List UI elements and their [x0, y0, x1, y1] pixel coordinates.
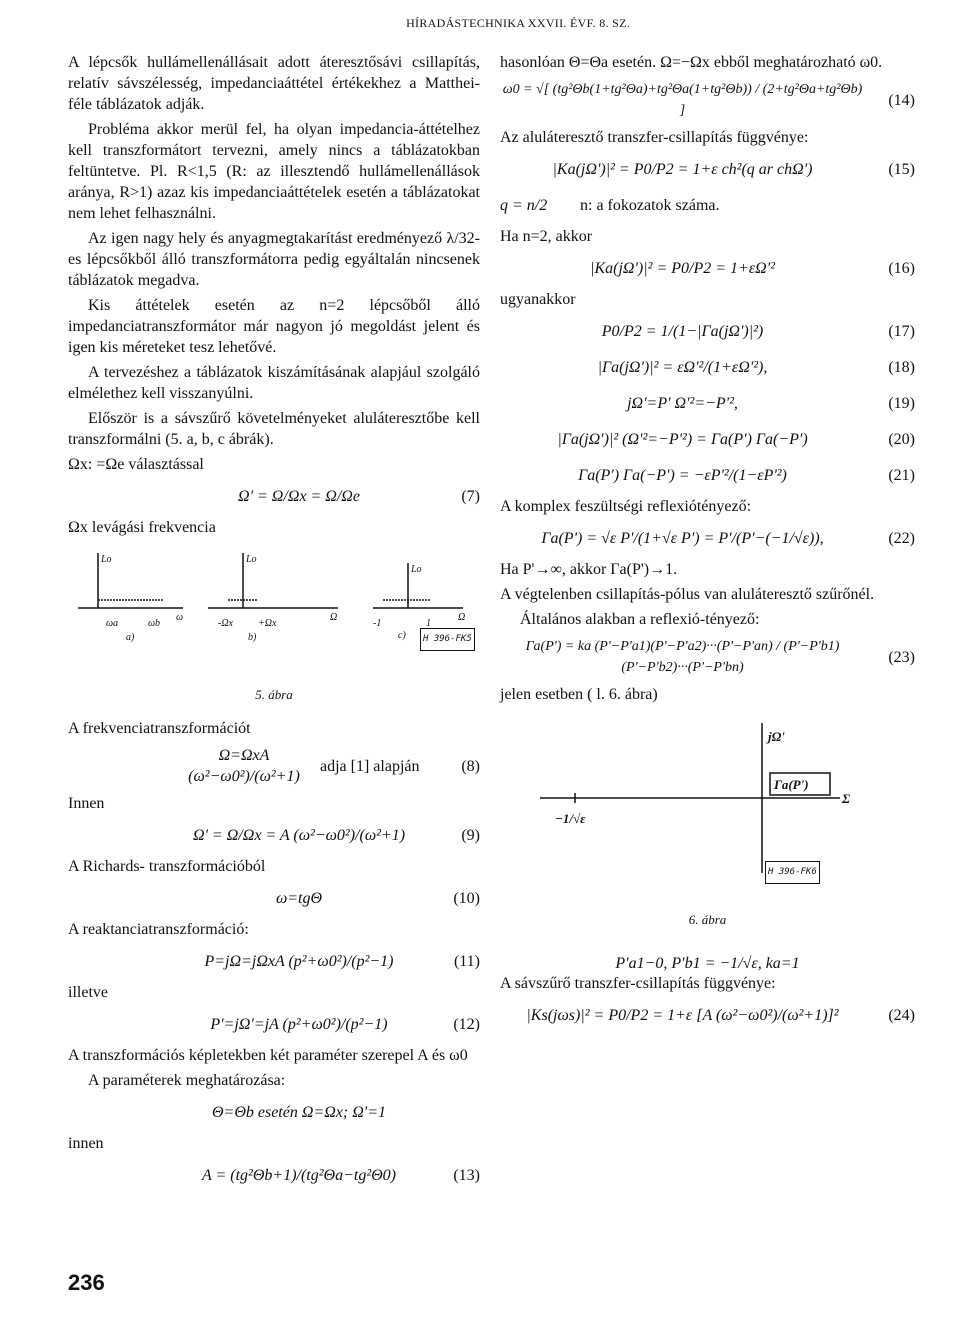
equation-body: P=jΩ=jΩxA (p²+ω0²)/(p²−1) — [204, 952, 394, 970]
equation-number: (13) — [453, 1166, 480, 1184]
paragraph: A frekvenciatranszformációt — [68, 720, 251, 737]
equation-number: (23) — [888, 648, 915, 666]
equation-23 — [500, 636, 915, 678]
equation-18 — [500, 352, 915, 382]
figure-5-drawing — [68, 548, 480, 668]
equation-body: P'=jΩ'=jA (p²+ω0²)/(p²−1) — [210, 1015, 388, 1033]
paragraph: A végtelenben csillapítás-pólus van aluláteresztő szűrőnél. — [500, 586, 875, 603]
equation-number: (8) — [461, 757, 480, 775]
paragraph: jelen esetben ( l. 6. ábra) — [500, 686, 658, 703]
equation-10 — [68, 883, 480, 913]
equation-24 — [500, 1000, 915, 1030]
fig5-label: b) — [248, 632, 257, 643]
paragraph: A paraméterek meghatározása: — [88, 1072, 286, 1089]
equation-number: (21) — [888, 466, 915, 484]
equation-number: (7) — [461, 487, 480, 505]
equation-number: (11) — [453, 952, 480, 970]
equation-number: (22) — [888, 529, 915, 547]
equation-body: Γa(P') = √ε P'/(1+√ε P') = P'/(P'−(−1/√ε)), — [541, 529, 824, 547]
paragraph: Ha n=2, akkor — [500, 228, 593, 245]
figure-caption: 5. ábra — [255, 687, 293, 702]
equation-number: (24) — [888, 1006, 915, 1024]
equation-body: P'a1−0, P'b1 = −1/√ε, ka=1 — [615, 954, 800, 972]
equation-body: |Ka(jΩ')|² = P0/P2 = 1+ε ch²(q ar chΩ') — [552, 160, 813, 178]
paragraph: illetve — [68, 984, 108, 1001]
equation-14 — [500, 79, 915, 121]
equation-body: ω=tgΘ — [275, 889, 323, 907]
equation-body: Γa(P') Γa(−P') = −εP'²/(1−εP'²) — [578, 466, 787, 484]
paragraph: hasonlóan Θ=Θa esetén. Ω=−Ωx ebből meghatározható ω0. — [500, 54, 883, 71]
paragraph: Innen — [68, 795, 105, 812]
page-number: 236 — [68, 1270, 105, 1295]
equation-body: Γa(P') = ka (P'−P'a1)(P'−P'a2)···(P'−P'an) / (P'−P'b1)(P'−P'b2)···(P'−P'bn) — [525, 639, 840, 675]
fig6-label: Γa(P') — [774, 777, 809, 792]
equation-15 — [500, 154, 915, 184]
fig6-label: Σ — [842, 791, 851, 806]
equation-number: (19) — [888, 394, 915, 412]
equation-11 — [68, 946, 480, 976]
equation-21 — [500, 460, 915, 490]
equation-k — [500, 948, 915, 978]
figure-tag: H 396-FK6 — [765, 861, 820, 884]
paragraph: innen — [68, 1135, 104, 1152]
equation-9 — [68, 820, 480, 850]
paragraph: A sávszűrő transzfer-csillapítás függvénye: — [500, 975, 776, 992]
paragraph: Ωx levágási frekvencia — [68, 519, 216, 536]
equation-7 — [68, 481, 480, 511]
equation-20 — [500, 424, 915, 454]
fig5-label: ωa — [106, 618, 119, 629]
equation-body: Ω' = Ω/Ωx = A (ω²−ω0²)/(ω²+1) — [192, 826, 406, 844]
paragraph: A Richards- transzformációból — [68, 858, 266, 875]
equation-12 — [68, 1009, 480, 1039]
paragraph: Probléma akkor merül fel, ha olyan impedancia-áttételhez kell transzformátort tervezni, amely nincs a táblázatokban feltüntetve. Pl. R<1,5 (R: az illesztendő hullámellenállások aránya, R>1) azaz kis impedanciaáttételek esetén a táblázatokat nem lehet felhasználni. — [68, 121, 480, 222]
equation-body: Ω=ΩxA (ω²−ω0²)/(ω²+1) — [188, 747, 300, 785]
figure-6 — [500, 713, 915, 973]
paragraph: ugyanakkor — [500, 291, 576, 308]
fig5-label: ωb — [148, 618, 161, 629]
paragraph: A komplex feszültségi reflexiótényező: — [500, 498, 752, 515]
q-text: n: a fokozatok száma. — [580, 196, 720, 214]
equation-number: (16) — [888, 259, 915, 277]
equation-19 — [500, 388, 915, 418]
paragraph: A tervezéshez a táblázatok kiszámításának alapjául szolgáló elmélethez kell visszanyúlni. — [68, 364, 480, 402]
figure-6-drawing — [500, 713, 915, 883]
equation-body: |Γa(jΩ')|² (Ω'²=−P'²) = Γa(P') Γa(−P') — [557, 430, 808, 448]
running-header: HÍRADÁSTECHNIKA XXVII. ÉVF. 8. SZ. — [406, 16, 630, 30]
fig5-label: -1 — [373, 618, 382, 629]
equation-number: (17) — [888, 322, 915, 340]
equation-body: jΩ'=P' Ω'²=−P'², — [627, 394, 738, 412]
equation-body: ω0 = √[ (tg²Θb(1+tg²Θa)+tg²Θa(1+tg²Θb)) / (2+tg²Θa+tg²Θb) ] — [502, 82, 863, 118]
fig6-label: jΩ' — [768, 729, 785, 744]
equation-tail: adja [1] alapján — [320, 757, 420, 775]
left-column — [68, 52, 480, 1196]
fig5-label: Ω — [458, 612, 466, 623]
equation-13a — [68, 1097, 480, 1127]
fig5-label: 1 — [426, 618, 431, 629]
equation-body: |Γa(jΩ')|² = εΩ'²/(1+εΩ'²), — [597, 358, 768, 376]
right-column — [500, 52, 915, 1036]
fig5-label: Lo — [101, 554, 112, 565]
fig5-label: +Ωx — [258, 618, 277, 629]
equation-16 — [500, 253, 915, 283]
equation-body: P0/P2 = 1/(1−|Γa(jΩ')|²) — [601, 322, 764, 340]
equation-body: Ω' = Ω/Ωx = Ω/Ωe — [238, 487, 360, 505]
equation-13 — [68, 1160, 480, 1190]
equation-body: Θ=Θb esetén Ω=Ωx; Ω'=1 — [211, 1103, 387, 1121]
figure-caption: 6. ábra — [688, 912, 727, 927]
paragraph: Általános alakban a reflexió-tényező: — [520, 611, 760, 628]
paragraph: Először is a sávszűrő követelményeket aluláteresztőbe kell transzformálni (5. a, b, c ábrák). — [68, 410, 480, 448]
equation-number: (14) — [888, 91, 915, 109]
fig5-label: ω — [176, 612, 184, 623]
equation-number: (18) — [888, 358, 915, 376]
equation-17 — [500, 316, 915, 346]
equation-number: (15) — [888, 160, 915, 178]
fig5-label: c) — [398, 630, 406, 641]
equation-22 — [500, 523, 915, 553]
paragraph: Az igen nagy hely és anyagmegtakarítást eredményező λ/32-es lépcsőkből álló transzformátorra pedig egyáltalán nincsenek táblázatok megadva. — [68, 230, 480, 289]
paragraph: A lépcsők hullámellenállásait adott áteresztősávi csillapítás, relatív sávszélesség, impedanciaáttétel értékekhez a Matthei-féle táblázatok adják. — [68, 54, 480, 113]
q-formula: q = n/2 — [500, 196, 548, 214]
equation-body: |Ks(jωs)|² = P0/P2 = 1+ε [A (ω²−ω0²)/(ω²+1)]² — [526, 1006, 839, 1024]
equation-number: (12) — [453, 1015, 480, 1033]
paragraph: A reaktanciatranszformáció: — [68, 921, 249, 938]
equation-body: A = (tg²Θb+1)/(tg²Θa−tg²Θ0) — [201, 1166, 397, 1184]
fig5-label: Lo — [411, 564, 422, 575]
q-definition — [500, 190, 915, 220]
paragraph: Ωx: =Ωe választással — [68, 456, 204, 473]
equation-8 — [68, 745, 480, 787]
equation-number: (10) — [453, 889, 480, 907]
equation-body: |Ka(jΩ')|² = P0/P2 = 1+εΩ'² — [590, 259, 775, 277]
paragraph: Ha P'→∞, akkor Γa(P')→1. — [500, 561, 678, 578]
fig5-label: a) — [126, 632, 135, 643]
paragraph: A transzformációs képletekben két paraméter szerepel A és ω0 — [68, 1047, 468, 1064]
fig5-label: Ω — [330, 612, 338, 623]
figure-tag: H 396-FK5 — [420, 628, 475, 651]
equation-number: (20) — [888, 430, 915, 448]
paragraph: Kis áttételek esetén az n=2 lépcsőből álló impedanciatranszformátor már nagyon jó megoldást jelent és igen kis méreteket tesz lehetővé. — [68, 297, 480, 356]
paragraph: Az aluláteresztő transzfer-csillapítás függvénye: — [500, 129, 809, 146]
figure-5 — [68, 548, 480, 702]
equation-number: (9) — [461, 826, 480, 844]
fig5-label: -Ωx — [218, 618, 233, 629]
fig5-label: Lo — [246, 554, 257, 565]
fig6-label: −1/√ε — [555, 811, 586, 826]
